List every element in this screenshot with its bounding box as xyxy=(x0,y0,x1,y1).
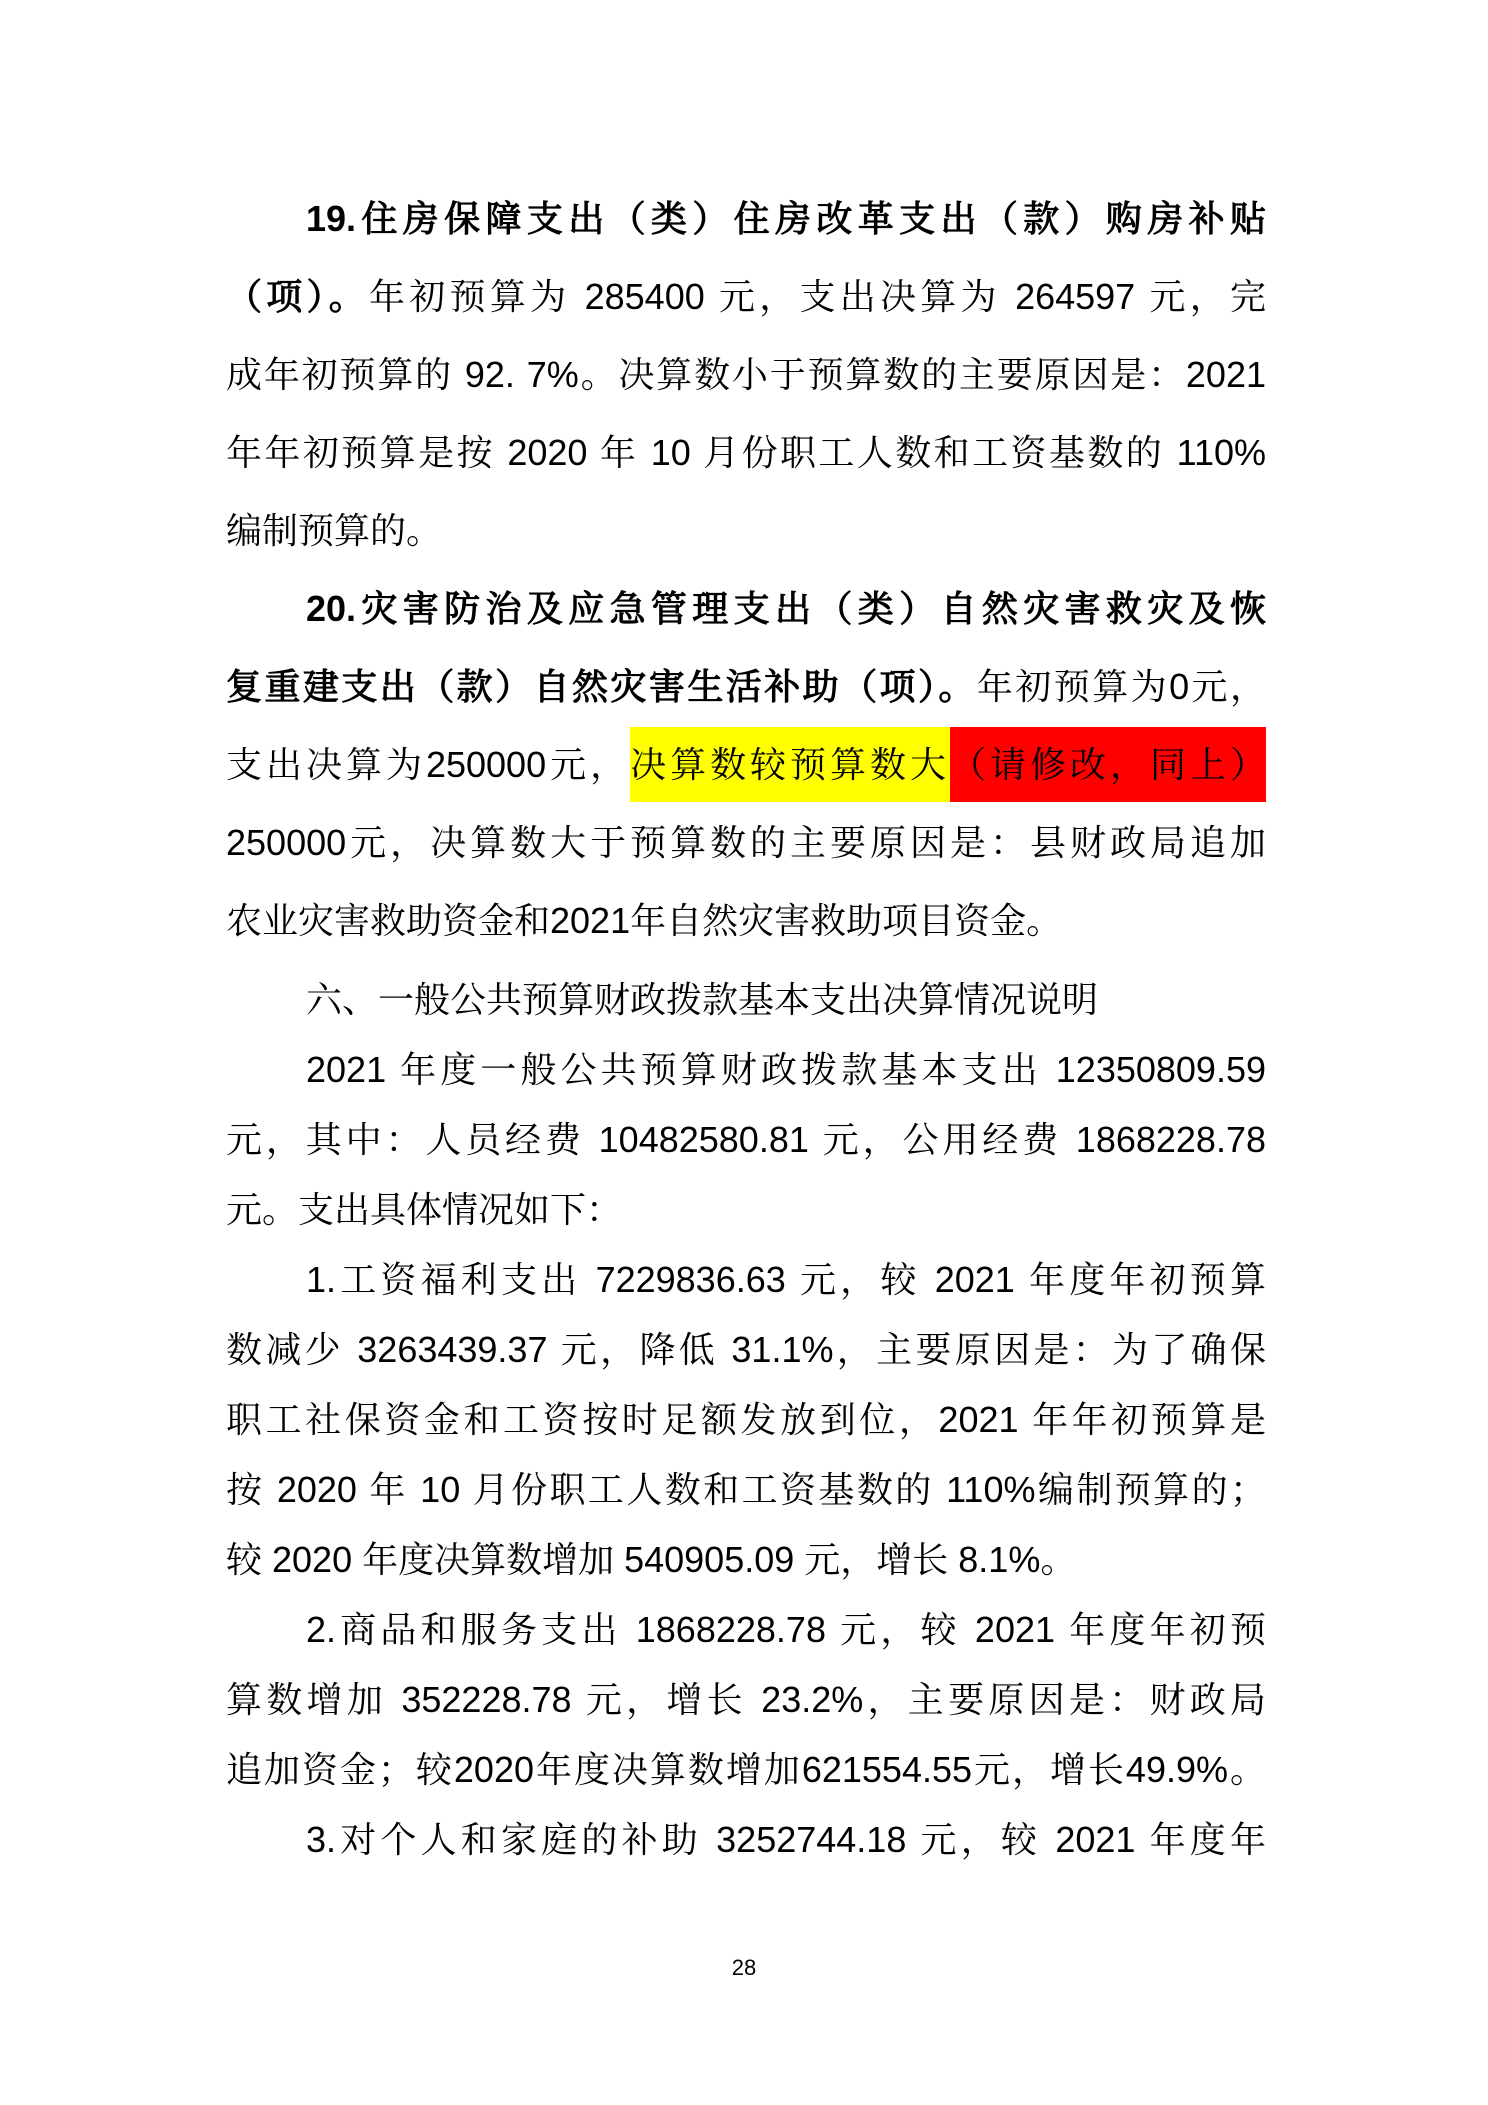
section-20-line-3 xyxy=(226,726,1266,804)
section-20-heading-line-1 xyxy=(226,570,1266,648)
section-19-heading-2: （项）。 xyxy=(226,276,370,317)
item-1-line-4: 按 2020 年 10 月份职工人数和工资基数的 110%编制预算的； xyxy=(226,1469,1266,1510)
document-block-lower xyxy=(226,965,1266,1875)
section-19-heading-line-1 xyxy=(226,180,1266,258)
section-19-text-1: 年初预算为 285400 元，支出决算为 264597 元，完 xyxy=(369,276,1266,317)
item-1-line-5: 较 2020 年度决算数增加 540905.09 元，增长 8.1%。 xyxy=(226,1539,1077,1580)
section-6-heading: 六、一般公共预算财政拨款基本支出决算情况说明 xyxy=(306,979,1099,1020)
yellow-highlight: 决算数较预算数大 xyxy=(630,727,950,802)
page-number: 28 xyxy=(731,1955,757,1980)
section-19-line-2 xyxy=(226,258,1266,336)
section-19-text-3: 年年初预算是按 2020 年 10 月份职工人数和工资基数的 110% xyxy=(226,432,1266,473)
item-1-line-3: 职工社保资金和工资按时足额发放到位，2021 年年初预算是 xyxy=(226,1399,1266,1440)
section-20-text-1: 年初预算为0元， xyxy=(976,666,1266,707)
red-highlight-comment: （请修改，同上） xyxy=(950,727,1266,802)
item-2-line-3: 追加资金；较2020年度决算数增加621554.55元，增长49.9%。 xyxy=(226,1749,1266,1790)
section-6-summary-1: 2021 年度一般公共预算财政拨款基本支出 12350809.59 xyxy=(306,1049,1266,1090)
item-2-line-2: 算数增加 352228.78 元，增长 23.2%，主要原因是：财政局 xyxy=(226,1679,1266,1720)
section-19-heading-1: 19.住房保障支出（类）住房改革支出（款）购房补贴 xyxy=(306,198,1266,239)
section-6-summary-3: 元。支出具体情况如下： xyxy=(226,1189,623,1230)
section-20-line-2 xyxy=(226,648,1266,726)
section-19-text-4: 编制预算的。 xyxy=(226,510,443,551)
section-20-text-4: 农业灾害救助资金和2021年自然灾害救助项目资金。 xyxy=(226,900,1063,941)
section-20-text-3: 250000元，决算数大于预算数的主要原因是：县财政局追加 xyxy=(226,822,1266,863)
document-block-upper xyxy=(226,180,1266,960)
item-2-line-1: 2.商品和服务支出 1868228.78 元，较 2021 年度年初预 xyxy=(306,1609,1266,1650)
section-20-text-2: 支出决算为250000元， xyxy=(226,744,631,785)
section-6-summary-2: 元，其中：人员经费 10482580.81 元，公用经费 1868228.78 xyxy=(226,1119,1266,1160)
section-20-heading-2: 复重建支出（款）自然灾害生活补助（项）。 xyxy=(226,666,977,707)
item-3-line-1: 3.对个人和家庭的补助 3252744.18 元，较 2021 年度年 xyxy=(306,1819,1266,1860)
item-1-line-2: 数减少 3263439.37 元，降低 31.1%，主要原因是：为了确保 xyxy=(226,1329,1266,1370)
section-20-heading-1: 20.灾害防治及应急管理支出（类）自然灾害救灾及恢 xyxy=(306,588,1266,629)
item-1-line-1: 1.工资福利支出 7229836.63 元，较 2021 年度年初预算 xyxy=(306,1259,1266,1300)
section-19-text-2: 成年初预算的 92. 7%。决算数小于预算数的主要原因是：2021 xyxy=(226,354,1266,395)
